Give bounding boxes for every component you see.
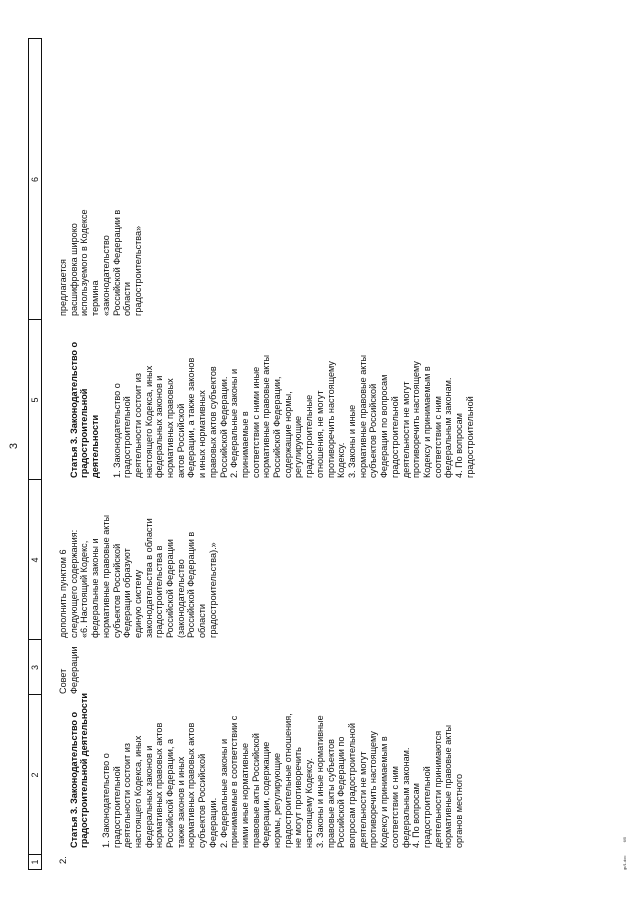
col-amendment: дополнить пунктом 6 следующего содержания: «6. Настоящий Кодекс, федеральные законы и нормативные правовые акты субъектов Российской Федерации образуют единую систему законодательства в области градостроительства в Российской Федерации (законодательство Российской Федерации в области градостроительства).»	[58, 514, 218, 638]
header-col-3: 3	[30, 665, 40, 671]
col-current-text	[58, 678, 475, 848]
current-article-title: Статья 3. Законодательство о градостроительной деятельности	[68, 693, 90, 848]
col-revised-text	[58, 328, 486, 478]
footer-code: 6/5	[622, 836, 627, 843]
current-article-body: 1. Законодательство о градостроительной деятельности состоит из настоящего Кодекса, иных федеральных законов и нормативных правовых актов Российской Федерации, а также законов и иных нормативных правовых актов субъектов Российской Федерации. 2. Федеральные законы и принимаемые в соответствии с ними иные нормативные правовые акты Российской Федерации, содержащие нормы, регулирующие градостроительные отношения, не могут противоречить настоящему Кодексу. 3. Законы и иные нормативные правовые акты субъектов Российской Федерации по вопросам градостроительной деятельности не могут противоречить настоящему Кодексу и принимаемым в соответствии с ним федеральным законам. 4. По вопросам градостроительной деятельности принимаются нормативные правовые акты органов местного	[100, 713, 465, 848]
header-col-2: 2	[30, 772, 40, 778]
page-number: 3	[8, 442, 20, 450]
header-col-6: 6	[30, 177, 40, 183]
footer	[622, 825, 627, 870]
footer-file: gr/1.doc	[622, 855, 627, 870]
row-number: 2.	[58, 856, 69, 864]
col-proposer: Совет Федерации	[58, 646, 79, 694]
header-col-1: 1	[30, 859, 40, 865]
header-col-5: 5	[30, 397, 40, 403]
header-col-4: 4	[30, 557, 40, 563]
revised-article-body: 1. Законодательство о градостроительной деятельности состоит из настоящего Кодекса, иных федеральных законов и нормативных правовых актов Российской Федерации, а также законов и иных нормативных правовых актов субъектов Российской Федерации. 2. Федеральные законы и принимаемые в соответствии с ними иные нормативные правовые акты Российской Федерации, содержащие нормы, регулирующие градостроительные отношения, не могут противоречить настоящему Кодексу. 3. Законы и иные нормативные правовые акты субъектов Российской Федерации по вопросам градостроительной деятельности не могут противоречить настоящему Кодексу и принимаемым в соответствии с ним федеральным законам. 4. По вопросам градостроительной	[111, 354, 475, 478]
table-header-row	[28, 38, 42, 870]
revised-article-title: Статья 3. Законодательство о градостроительной деятельности	[68, 341, 101, 478]
col-justification: предлагается расшифровка широко используемого в Кодексе термина «законодательство Российской Федерации в области градостроительства»	[58, 209, 143, 316]
